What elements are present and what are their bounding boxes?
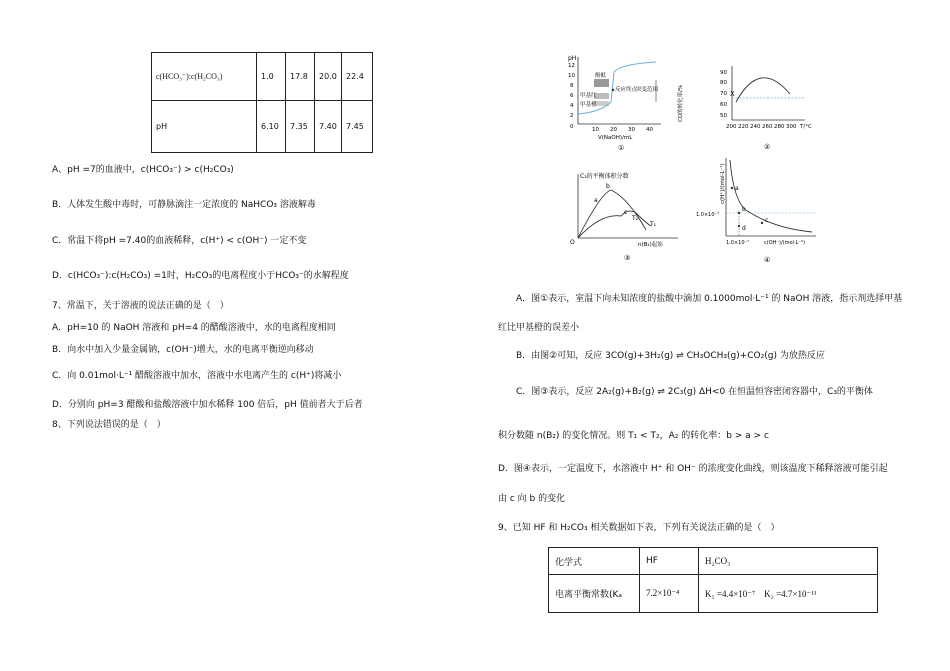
fig2-xlabel: T/°C (800, 124, 812, 130)
q8-option-c-line1: C．图③表示，反应 2A₂(g)+B₂(g) ⇌ 2C₃(g) ΔH<0 在恒温恒容密闭容器中，C₃的平衡体 (516, 387, 873, 397)
q9-stem: 9、已知 HF 和 H₂CO₃ 相关数据如下表，下列有关说法正确的是（ ） (498, 523, 780, 533)
fig3-caption: ③ (624, 254, 631, 262)
cell-h2co3-ka: K₁ =4.4×10⁻⁷ K₂ =4.7×10⁻¹¹ (699, 575, 878, 613)
fig1-ytick: 0 (570, 124, 574, 130)
water-curve (730, 160, 812, 232)
figure-titration (556, 52, 671, 157)
hco3-ph-table (151, 52, 373, 153)
col-h2co3: H₂CO₃ (699, 548, 878, 575)
point-b (738, 212, 740, 214)
fig3-point-b: b (606, 183, 610, 190)
fig2-xtick: 200 (726, 124, 737, 130)
fig2-ytick: 60 (720, 102, 727, 108)
fig1-ytick: 6 (570, 93, 574, 99)
curve-t2 (578, 211, 651, 238)
q8-option-c-line2: 积分数随 n(B₂) 的变化情况。则 T₁ < T₂，A₂ 的转化率：b > a > c (498, 431, 769, 441)
table-cell: 17.8 (286, 53, 315, 101)
fig1-ytick: 10 (568, 73, 575, 79)
fig1-endpoint-label: 反应终点 (615, 87, 638, 93)
fig2-xtick: 300 (786, 124, 797, 130)
fig4-ytick: 1.0×10⁻⁷ (696, 212, 720, 218)
table-cell: 6.10 (257, 101, 286, 153)
fig4-point-b: b (742, 206, 746, 213)
fig1-ylabel: pH (568, 55, 577, 62)
fig1-phenol-label: 酚酞 (595, 73, 607, 79)
table-cell: 20.0 (315, 53, 342, 101)
fig4-xlabel: c(OH⁻)/(mol·L⁻¹) (764, 240, 805, 246)
q8-stem: 8、下列说法错误的是（ ） (52, 420, 166, 430)
fig1-ytick: 8 (570, 83, 574, 89)
fig1-xtick: 20 (610, 127, 617, 133)
fig1-mr-label: 甲基红 (580, 93, 597, 99)
fig1-ytick: 2 (570, 113, 574, 119)
fig2-ytick: 50 (720, 113, 727, 119)
fig3-t1: T₁ (650, 221, 657, 228)
ionization-table (548, 547, 878, 613)
endpoint-dot (612, 89, 614, 91)
figure-water-ions (696, 150, 824, 270)
q8-option-b: B．由图②可知，反应 3CO(g)+3H₂(g) ⇌ CH₃OCH₃(g)+CO₂(g) 为放热反应 (516, 351, 825, 361)
q6-option-d: D．c(HCO₃⁻):c(H₂CO₃) =1时，H₂CO₃的电离程度小于HCO₃⁻的水解程度 (52, 271, 349, 281)
fig4-point-a: a (735, 185, 739, 192)
q8-option-d-line2: 由 c 向 b 的变化 (498, 494, 566, 504)
fig1-xlabel: V(NaOH)/mL (598, 135, 633, 141)
fig4-point-c: c (765, 217, 769, 224)
fig4-xtick: 1.0×10⁻⁷ (726, 240, 750, 246)
fig2-caption: ② (764, 143, 771, 151)
fig2-xtick: 240 (750, 124, 761, 130)
fig1-mo-label: 甲基橙 (580, 102, 597, 108)
q6-option-c: C．常温下将pH =7.40的血液稀释，c(H⁺) < c(OH⁻) 一定不变 (52, 236, 307, 246)
fig2-xtick: 280 (774, 124, 785, 130)
fig1-caption: ① (618, 144, 625, 152)
table-cell: 7.35 (286, 101, 315, 153)
point-d (738, 225, 740, 227)
fig4-ylabel: c(H⁺)/(mol·L⁻¹) (720, 163, 726, 204)
fig2-xtick: 220 (738, 124, 749, 130)
fig3-point-a: a (594, 197, 598, 204)
q7-option-a: A．pH=10 的 NaOH 溶液和 pH=4 的醋酸溶液中，水的电离程度相同 (52, 323, 336, 333)
ratio-label: c(HCO₃⁻):c(H₂CO₃) (152, 53, 257, 101)
q6-option-a: A、pH =7的血液中，c(HCO₃⁻) > c(H₂CO₃) (52, 165, 234, 175)
fig2-ytick: 90 (720, 70, 727, 76)
phenolphthalein-band (594, 79, 609, 87)
fig4-caption: ④ (764, 256, 771, 264)
table-cell: 7.40 (315, 101, 342, 153)
q7-stem: 7、常温下，关于溶液的说法正确的是（ ） (52, 301, 229, 311)
row-constant: 电离平衡常数(Kₐ (549, 575, 640, 613)
fig1-xtick: 30 (628, 127, 635, 133)
q8-option-a-line2: 红比甲基橙的误差小 (498, 323, 580, 333)
point-a (731, 187, 733, 189)
curve-t1 (578, 190, 646, 238)
q6-option-b: B．人体发生酸中毒时，可静脉滴注一定浓度的 NaHCO₃ 溶液解毒 (52, 200, 316, 210)
col-formula: 化学式 (549, 548, 640, 575)
q7-option-d: D．分别向 pH=3 醋酸和盐酸溶液中加水稀释 100 倍后，pH 值前者大于后者 (52, 400, 363, 410)
fig2-point-x: X (730, 90, 735, 98)
figure-c3-fraction (566, 168, 686, 273)
q7-option-c: C．向 0.01mol·L⁻¹ 醋酸溶液中加水，溶液中水电离产生的 c(H⁺)将减小 (52, 371, 342, 381)
fig1-xtick: 40 (646, 127, 653, 133)
q7-option-b: B．向水中加入少量金属钠，c(OH⁻)增大，水的电离平衡逆向移动 (52, 345, 314, 355)
fig3-t2: T₂ (632, 215, 639, 222)
fig3-origin: O (570, 239, 575, 246)
table-cell: 7.45 (342, 101, 373, 153)
cell-hf-ka: 7.2×10⁻⁴ (640, 575, 699, 613)
fig3-xlabel: n(B₂)起始 (638, 242, 663, 248)
fig2-ylabel: CO的转化率/% (678, 84, 684, 122)
table-cell: 1.0 (257, 53, 286, 101)
table-cell: 22.4 (342, 53, 373, 101)
q8-option-d-line1: D．图④表示，一定温度下，水溶液中 H⁺ 和 OH⁻ 的浓度变化曲线，则该温度下稀释溶液可能引起 (498, 464, 888, 474)
ph-label: pH (152, 101, 257, 153)
q8-option-a-line1: A．图①表示，室温下向未知浓度的盐酸中滴加 0.1000mol·L⁻¹ 的 NaOH 溶液，指示剂选择甲基 (516, 294, 903, 304)
fig3-point-c: c (624, 209, 628, 216)
fig4-point-d: d (742, 225, 746, 232)
fig2-ytick: 70 (720, 91, 727, 97)
figure-co-conversion (678, 56, 825, 156)
fig1-ytick: 4 (570, 103, 574, 109)
col-hf: HF (640, 548, 699, 575)
fig2-ytick: 80 (720, 80, 727, 86)
fig2-xtick: 260 (762, 124, 773, 130)
point-c (761, 222, 763, 224)
fig1-ytick: 12 (568, 63, 575, 69)
fig1-xtick: 10 (592, 127, 599, 133)
fig1-jump-label: 突变范围 (636, 87, 659, 93)
fig3-title: C₃的平衡体积分数 (580, 173, 629, 180)
